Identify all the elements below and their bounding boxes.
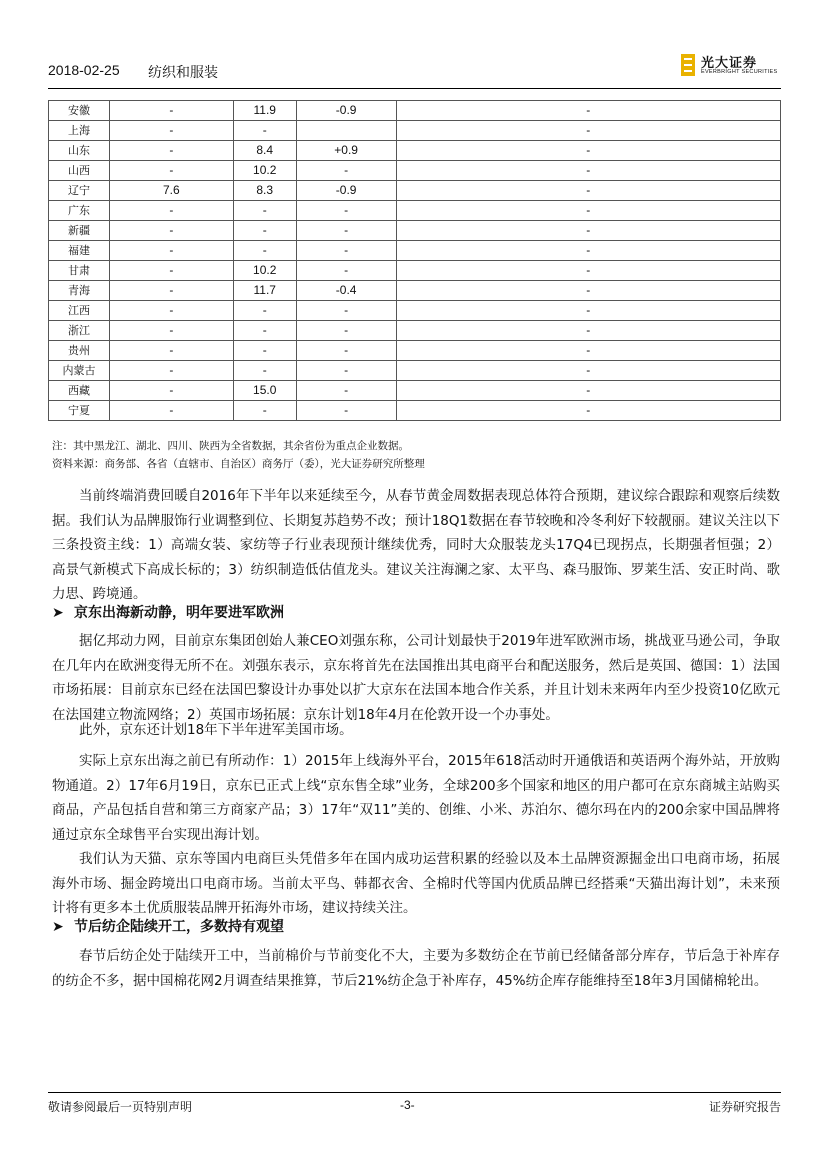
province-cell: 安徽 xyxy=(49,101,110,121)
value-cell: - xyxy=(233,241,296,261)
section-heading-jd xyxy=(52,602,284,622)
province-cell: 浙江 xyxy=(49,321,110,341)
province-cell: 福建 xyxy=(49,241,110,261)
table-row xyxy=(49,221,781,241)
paragraph-text: 此外，京东还计划18年下半年进军美国市场。 xyxy=(79,722,353,738)
page-number: -3- xyxy=(400,1098,415,1112)
value-cell: - xyxy=(233,321,296,341)
change-cell: -0.9 xyxy=(296,101,396,121)
table-row xyxy=(49,141,781,161)
province-cell: 贵州 xyxy=(49,341,110,361)
value-cell: - xyxy=(396,221,780,241)
value-cell: - xyxy=(396,121,780,141)
paragraph-textile xyxy=(52,944,780,993)
table-row xyxy=(49,301,781,321)
table-row xyxy=(49,361,781,381)
table-row xyxy=(49,401,781,421)
value-cell: 8.4 xyxy=(233,141,296,161)
change-cell: - xyxy=(296,161,396,181)
table-note: 注：其中黑龙江、湖北、四川、陕西为全省数据，其余省份为重点企业数据。 xyxy=(52,440,409,452)
table-row xyxy=(49,281,781,301)
paragraph-text: 据亿邦动力网，目前京东集团创始人兼CEO刘强东称，公司计划最快于2019年进军欧洲市场，挑战亚马逊公司，争取在几年内在欧洲变得无所不在。刘强东表示，京东将首先在法国推出其电商平台和配送服务，然后是英国、德国：1）法国市场拓展：目前京东已经在法国巴黎设计办事处以扩大京东在法国本地合作关系，并且计划未来两年内至少投资10亿欧元在法国建立物流网络；2）英国市场拓展：京东计划18年4月在伦敦开设一个办事处。 xyxy=(52,633,780,723)
paragraph-jd-history xyxy=(52,749,780,847)
value-cell: 11.7 xyxy=(233,281,296,301)
change-cell: - xyxy=(296,401,396,421)
province-cell: 西藏 xyxy=(49,381,110,401)
table-row xyxy=(49,161,781,181)
page-header xyxy=(48,58,781,86)
value-cell: 10.2 xyxy=(233,161,296,181)
province-cell: 宁夏 xyxy=(49,401,110,421)
value-cell: 7.6 xyxy=(109,181,233,201)
change-cell: - xyxy=(296,221,396,241)
paragraph-jd-us xyxy=(52,718,780,743)
value-cell: - xyxy=(396,181,780,201)
table-row xyxy=(49,181,781,201)
table-row xyxy=(49,261,781,281)
value-cell: - xyxy=(109,201,233,221)
section-title: 京东出海新动静，明年要进军欧洲 xyxy=(74,605,284,621)
value-cell: - xyxy=(396,241,780,261)
value-cell: - xyxy=(396,301,780,321)
value-cell: - xyxy=(396,401,780,421)
table-row xyxy=(49,321,781,341)
province-cell: 广东 xyxy=(49,201,110,221)
table-row xyxy=(49,381,781,401)
value-cell: - xyxy=(396,281,780,301)
change-cell xyxy=(296,121,396,141)
disclaimer-note: 敬请参阅最后一页特别声明 xyxy=(48,1100,193,1114)
value-cell: - xyxy=(396,361,780,381)
province-cell: 辽宁 xyxy=(49,181,110,201)
value-cell: - xyxy=(109,341,233,361)
paragraph-text: 当前终端消费回暖自2016年下半年以来延续至今，从春节黄金周数据表现总体符合预期，建议综合跟踪和观察后续数据。我们认为品牌服饰行业调整到位、长期复苏趋势不改；预计18Q1数据在春节较晚和冷冬利好下较靓丽。建议关注以下三条投资主线：1）高端女装、家纺等子行业表现预计继续优秀，同时大众服装龙头17Q4已现拐点，长期强者恒强；2）高景气新模式下高成长标的；3）纺织制造低估值龙头。建议关注海澜之家、太平鸟、森马服饰、罗莱生活、安正时尚、歌力思、跨境通。 xyxy=(52,488,780,602)
value-cell: - xyxy=(396,321,780,341)
province-cell: 新疆 xyxy=(49,221,110,241)
province-data-table xyxy=(48,100,781,421)
value-cell: - xyxy=(233,341,296,361)
logo-text-en: EVERBRIGHT SECURITIES xyxy=(701,69,778,75)
paragraph-jd-europe xyxy=(52,629,780,727)
province-cell: 甘肃 xyxy=(49,261,110,281)
change-cell: - xyxy=(296,241,396,261)
paragraph-text: 我们认为天猫、京东等国内电商巨头凭借多年在国内成功运营积累的经验以及本土品牌资源掘金出口电商市场，拓展海外市场、掘金跨境出口电商市场。当前太平鸟、韩都衣舍、全棉时代等国内优质品牌已经搭乘“天猫出海计划”，未来预计将有更多本土优质服装品牌开拓海外市场，建议持续关注。 xyxy=(52,851,780,916)
table-row xyxy=(49,201,781,221)
value-cell: - xyxy=(109,241,233,261)
value-cell: - xyxy=(396,261,780,281)
value-cell: - xyxy=(109,101,233,121)
value-cell: - xyxy=(109,361,233,381)
table-row xyxy=(49,241,781,261)
sector-title: 纺织和服装 xyxy=(148,65,218,81)
change-cell: - xyxy=(296,361,396,381)
arrow-bullet-icon: ➤ xyxy=(52,919,64,935)
value-cell: 8.3 xyxy=(233,181,296,201)
change-cell: - xyxy=(296,201,396,221)
value-cell: - xyxy=(396,161,780,181)
paragraph-text: 春节后纺企处于陆续开工中，当前棉价与节前变化不大，主要为多数纺企在节前已经储备部分库存，节后急于补库存的纺企不多，据中国棉花网2月调查结果推算，节后21%纺企急于补库存，45%纺企库存能维持至18年3月国储棉轮出。 xyxy=(52,948,780,989)
section-heading-textile xyxy=(52,916,284,936)
value-cell: 10.2 xyxy=(233,261,296,281)
value-cell: - xyxy=(233,221,296,241)
table-source: 资料来源：商务部、各省（直辖市、自治区）商务厅（委），光大证券研究所整理 xyxy=(52,458,425,470)
value-cell: 15.0 xyxy=(233,381,296,401)
province-cell: 山西 xyxy=(49,161,110,181)
table-row xyxy=(49,121,781,141)
value-cell: - xyxy=(109,121,233,141)
arrow-bullet-icon: ➤ xyxy=(52,605,64,621)
value-cell: - xyxy=(233,301,296,321)
table-row xyxy=(49,101,781,121)
change-cell: - xyxy=(296,301,396,321)
province-cell: 青海 xyxy=(49,281,110,301)
value-cell: - xyxy=(109,381,233,401)
value-cell: - xyxy=(396,101,780,121)
value-cell: - xyxy=(396,201,780,221)
report-type: 证券研究报告 xyxy=(708,1100,781,1114)
everbright-logo xyxy=(681,52,781,82)
change-cell: +0.9 xyxy=(296,141,396,161)
value-cell: - xyxy=(396,141,780,161)
value-cell: - xyxy=(233,121,296,141)
section-title: 节后纺企陆续开工，多数持有观望 xyxy=(74,919,284,935)
province-cell: 上海 xyxy=(49,121,110,141)
change-cell: -0.9 xyxy=(296,181,396,201)
paragraph-ecommerce-view xyxy=(52,847,780,921)
change-cell: - xyxy=(296,321,396,341)
value-cell: 11.9 xyxy=(233,101,296,121)
value-cell: - xyxy=(109,281,233,301)
value-cell: - xyxy=(109,301,233,321)
value-cell: - xyxy=(109,321,233,341)
value-cell: - xyxy=(109,141,233,161)
value-cell: - xyxy=(233,401,296,421)
value-cell: - xyxy=(233,201,296,221)
header-divider xyxy=(48,88,781,89)
value-cell: - xyxy=(109,401,233,421)
value-cell: - xyxy=(109,161,233,181)
value-cell: - xyxy=(233,361,296,381)
table-row xyxy=(49,341,781,361)
value-cell: - xyxy=(109,261,233,281)
province-cell: 江西 xyxy=(49,301,110,321)
value-cell: - xyxy=(396,381,780,401)
logo-text-cn: 光大证券 xyxy=(701,56,758,71)
footer-divider xyxy=(48,1092,781,1093)
change-cell: -0.4 xyxy=(296,281,396,301)
logo-mark-icon xyxy=(681,54,695,76)
change-cell: - xyxy=(296,381,396,401)
province-cell: 山东 xyxy=(49,141,110,161)
value-cell: - xyxy=(109,221,233,241)
report-date: 2018-02-25 xyxy=(48,62,120,78)
paragraph-text: 实际上京东出海之前已有所动作：1）2015年上线海外平台，2015年618活动时开通俄语和英语两个海外站，开放购物通道。2）17年6月19日，京东已正式上线“京东售全球”业务，全球200多个国家和地区的用户都可在京东商城主站购买商品，产品包括自营和第三方商家产品；3）17年“双11”美的、创维、小米、苏泊尔、德尔玛在内的200余家中国品牌将通过京东全球售平台实现出海计划。 xyxy=(52,753,780,843)
change-cell: - xyxy=(296,341,396,361)
province-cell: 内蒙古 xyxy=(49,361,110,381)
paragraph-outlook xyxy=(52,484,780,607)
change-cell: - xyxy=(296,261,396,281)
value-cell: - xyxy=(396,341,780,361)
